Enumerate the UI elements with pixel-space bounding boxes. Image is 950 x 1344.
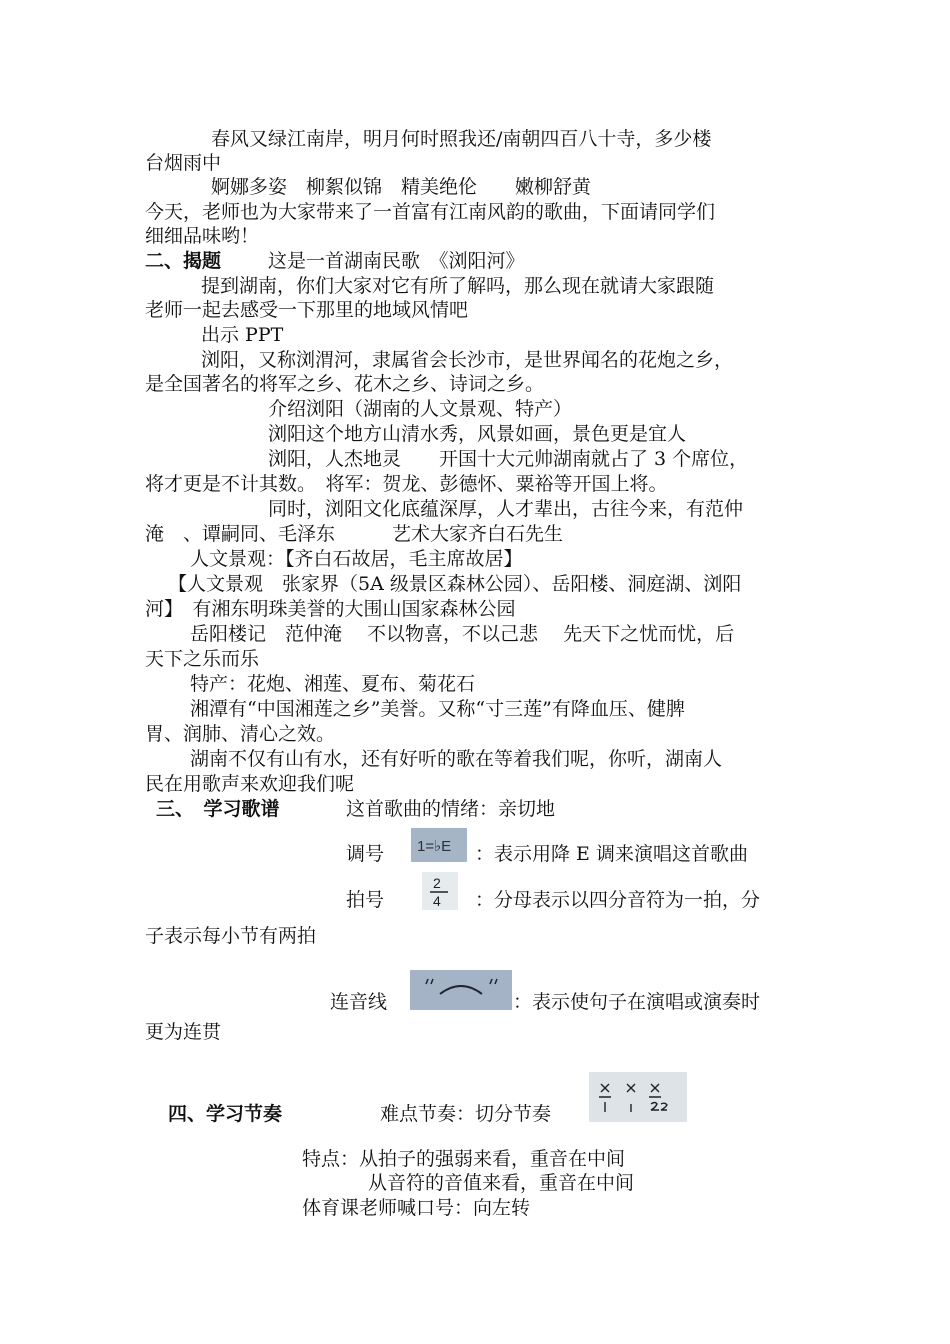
paragraph-line: 人文景观：【齐白石故居，毛主席故居】 — [190, 548, 523, 570]
key-signature-text: ：表示用降 E 调来演唱这首歌曲 — [475, 843, 748, 865]
paragraph-line: 河】 有湘东明珠美誉的大围山国家森林公园 — [145, 598, 516, 620]
paragraph-line: 浏阳，人杰地灵 开国十大元帅湖南就占了 3 个席位， — [268, 448, 749, 470]
feature-line-3: 体育课老师喊口号：向左转 — [302, 1197, 531, 1219]
slur-image — [410, 970, 512, 1010]
paragraph-line: 介绍浏阳（湖南的人文景观、特产） — [268, 398, 573, 420]
svg-text:2: 2 — [433, 875, 441, 891]
slur-text: ：表示使句子在演唱或演奏时 — [513, 991, 761, 1013]
paragraph-line: 是全国著名的将军之乡、花木之乡、诗词之乡。 — [145, 373, 545, 395]
syncopation-rhythm-image — [589, 1072, 687, 1122]
feature-line-1: 特点：从拍子的强弱来看，重音在中间 — [302, 1148, 626, 1170]
time-signature-label: 拍号 — [346, 889, 385, 911]
paragraph-line: 浏阳，又称浏渭河，隶属省会长沙市，是世界闻名的花炮之乡， — [201, 349, 734, 371]
paragraph-line: 民在用歌声来欢迎我们呢 — [145, 773, 355, 795]
time-signature-text-2: 子表示每小节有两拍 — [145, 925, 317, 947]
feature-line-2: 从音符的音值来看，重音在中间 — [368, 1172, 635, 1194]
section-2-text: 这是一首湖南民歌 《浏阳河》 — [268, 250, 525, 272]
time-signature-text: ：分母表示以四分音符为一拍，分 — [475, 889, 761, 911]
poem-line-2: 台烟雨中 — [145, 152, 222, 174]
paragraph-line: 胃、润肺、清心之效。 — [145, 723, 336, 745]
paragraph-line: 特产：花炮、湘莲、夏布、菊花石 — [190, 673, 476, 695]
svg-text:1=♭E: 1=♭E — [417, 838, 452, 855]
slur-text-2: 更为连贯 — [145, 1021, 222, 1043]
time-signature-image — [422, 872, 458, 910]
section-3-text: 这首歌曲的情绪：亲切地 — [346, 798, 556, 820]
paragraph-line: 岳阳楼记 范仲淹 不以物喜，不以己悲 先天下之忧而忧，后 — [190, 623, 735, 645]
section-4-text: 难点节奏：切分节奏 — [380, 1103, 552, 1125]
paragraph-line: 天下之乐而乐 — [145, 648, 260, 670]
paragraph-line: 湖南不仅有山有水，还有好听的歌在等着我们呢，你听，湖南人 — [190, 748, 723, 770]
paragraph-line: 出示 PPT — [201, 324, 284, 346]
paragraph-line: 提到湖南，你们大家对它有所了解吗，那么现在就请大家跟随 — [201, 275, 715, 297]
paragraph-line: 将才更是不计其数。 将军：贺龙、彭德怀、粟裕等开国上将。 — [145, 473, 668, 495]
description-words: 婀娜多姿 柳絮似锦 精美绝伦 嫩柳舒黄 — [211, 176, 592, 198]
paragraph-line: 老师一起去感受一下那里的地域风情吧 — [145, 299, 469, 321]
key-signature-image — [411, 828, 467, 862]
svg-text:4: 4 — [433, 893, 441, 909]
section-3-heading: 三、 学习歌谱 — [156, 798, 280, 820]
key-signature-label: 调号 — [346, 843, 385, 865]
paragraph-line: 淹 、谭嗣同、毛泽东 艺术大家齐白石先生 — [145, 523, 564, 545]
paragraph-line: 【人文景观 张家界（5A 级景区森林公园）、岳阳楼、洞庭湖、浏阳 — [168, 573, 742, 595]
paragraph-line: 同时，浏阳文化底蕴深厚，人才辈出，古往今来，有范仲 — [268, 498, 744, 520]
paragraph-line: 浏阳这个地方山清水秀，风景如画，景色更是宜人 — [268, 423, 687, 445]
intro-line-2: 细细品味哟！ — [145, 225, 260, 247]
intro-line-1: 今天，老师也为大家带来了一首富有江南风韵的歌曲，下面请同学们 — [145, 201, 716, 223]
paragraph-line: 湘潭有“中国湘莲之乡”美誉。又称“寸三莲”有降血压、健脾 — [190, 698, 685, 720]
slur-label: 连音线 — [330, 991, 388, 1013]
section-4-heading: 四、学习节奏 — [168, 1103, 283, 1125]
section-2-heading: 二、揭题 — [145, 250, 222, 272]
poem-line-1: 春风又绿江南岸，明月何时照我还/南朝四百八十寺，多少楼 — [211, 128, 712, 150]
